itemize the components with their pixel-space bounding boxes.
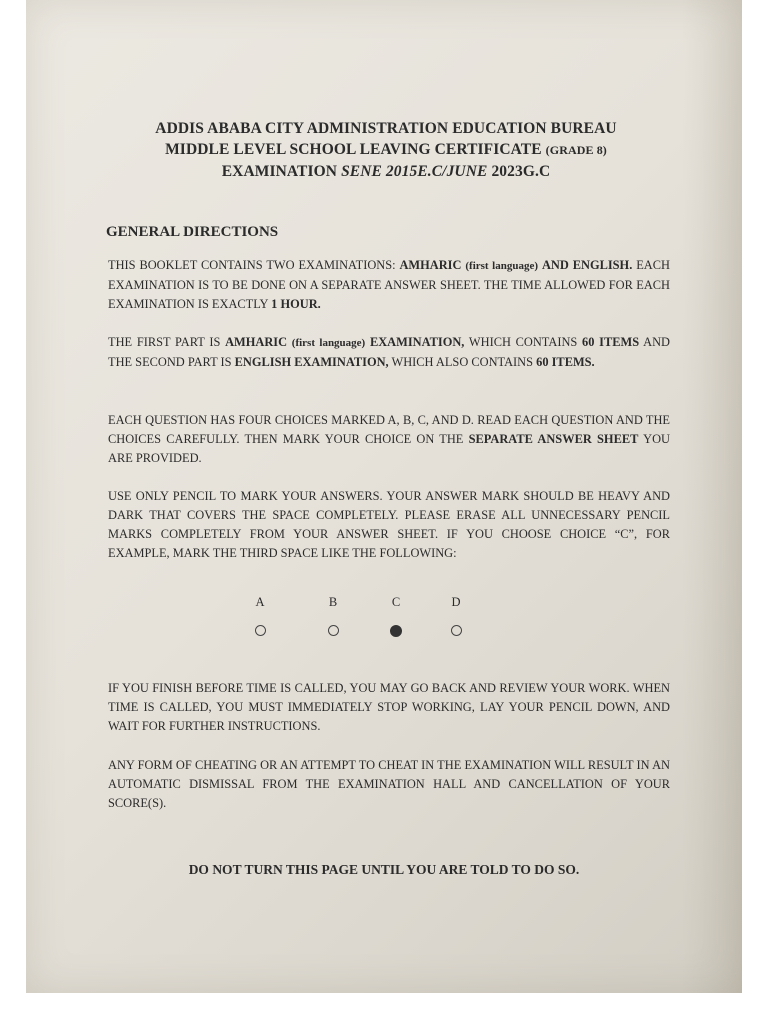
filled-bubble-icon: [390, 625, 402, 637]
empty-bubble-icon: [451, 625, 462, 636]
p1-text-2: EACH EXAMINATION IS TO BE DONE ON A SEPARATE ANSWER SHEET. THE TIME ALLOWED FOR EACH EXAMINATION IS EXACTLY: [108, 258, 670, 311]
exam-header: [106, 118, 666, 182]
choice-letter: C: [391, 595, 401, 609]
header-grade: (GRADE 8): [545, 143, 607, 157]
header-exam-label: EXAMINATION: [221, 163, 338, 180]
header-line-1: ADDIS ABABA CITY ADMINISTRATION EDUCATION BUREAU: [155, 120, 617, 137]
p2-text-4: WHICH ALSO CONTAINS: [391, 355, 534, 369]
p2-bold-small: (first language): [291, 337, 366, 349]
p2-bold-1: AMHARIC: [225, 335, 288, 349]
choice-letter: A: [255, 595, 265, 609]
choice-letter: D: [451, 595, 461, 609]
p2-bold-3: 60 ITEMS: [582, 335, 640, 349]
direction-paragraph-6: ANY FORM OF CHEATING OR AN ATTEMPT TO CHEAT IN THE EXAMINATION WILL RESULT IN AN AUTOMATIC DISMISSAL FROM THE EXAMINATION HALL AND CANCELLATION OF YOUR SCORE(S).: [108, 758, 670, 810]
p2-bold-2: EXAMINATION,: [369, 335, 465, 349]
example-choice-a: [250, 595, 270, 636]
p1-text-1: THIS BOOKLET CONTAINS TWO EXAMINATIONS:: [108, 258, 396, 272]
p3-text-1: EACH QUESTION HAS FOUR CHOICES MARKED A, B, C, AND D. READ EACH QUESTION AND THE CHOICES CAREFULLY. THEN MARK YOUR CHOICE ON THE: [108, 413, 670, 446]
p2-text-3: AND THE SECOND PART IS: [108, 335, 670, 369]
do-not-turn-notice: DO NOT TURN THIS PAGE UNTIL YOU ARE TOLD TO DO SO.: [188, 862, 580, 877]
empty-bubble-icon: [328, 625, 339, 636]
example-choice-d: [446, 595, 466, 636]
header-exam-date-gc: 2023G.C: [491, 163, 551, 180]
p1-bold-3: 1 HOUR.: [271, 297, 321, 311]
header-exam-date-ec: SENE 2015E.C/JUNE: [341, 163, 488, 180]
p1-bold-2: AND ENGLISH.: [541, 258, 633, 272]
empty-bubble-icon: [255, 625, 266, 636]
p1-bold-1: AMHARIC: [399, 258, 462, 272]
header-line-2: [106, 139, 666, 161]
direction-paragraph-4: USE ONLY PENCIL TO MARK YOUR ANSWERS. YOUR ANSWER MARK SHOULD BE HEAVY AND DARK THAT COVERS THE SPACE COMPLETELY. PLEASE ERASE ALL UNNECESSARY PENCIL MARKS COMPLETELY FROM YOUR ANSWER SHEET. IF YOU CHOOSE CHOICE “C”, FOR EXAMPLE, MARK THE THIRD SPACE LIKE THE FOLLOWING:: [108, 489, 670, 560]
direction-paragraph-3: [108, 411, 670, 468]
example-choice-b: [323, 595, 343, 636]
exam-cover-page: [26, 0, 742, 993]
p2-text-1: THE FIRST PART IS: [108, 335, 221, 349]
p3-bold-1: SEPARATE ANSWER SHEET: [468, 432, 639, 446]
direction-paragraph-2: [108, 333, 670, 372]
section-title: GENERAL DIRECTIONS: [106, 224, 279, 240]
direction-paragraph-1: [108, 256, 670, 314]
answer-mark-example: [26, 595, 742, 655]
p1-bold-small: (first language): [465, 260, 539, 272]
header-line-3: [106, 161, 666, 182]
direction-paragraph-5: IF YOU FINISH BEFORE TIME IS CALLED, YOU MAY GO BACK AND REVIEW YOUR WORK. WHEN TIME IS CALLED, YOU MUST IMMEDIATELY STOP WORKING, LAY YOUR PENCIL DOWN, AND WAIT FOR FURTHER INSTRUCTIONS.: [108, 681, 670, 733]
example-choice-c: [386, 595, 406, 637]
p2-bold-5: 60 ITEMS.: [536, 355, 595, 369]
header-certificate: MIDDLE LEVEL SCHOOL LEAVING CERTIFICATE: [165, 141, 542, 158]
p2-bold-4: ENGLISH EXAMINATION,: [234, 355, 389, 369]
p2-text-2: WHICH CONTAINS: [468, 335, 578, 349]
p3-text-2: YOU ARE PROVIDED.: [108, 432, 670, 465]
choice-letter: B: [328, 595, 338, 609]
